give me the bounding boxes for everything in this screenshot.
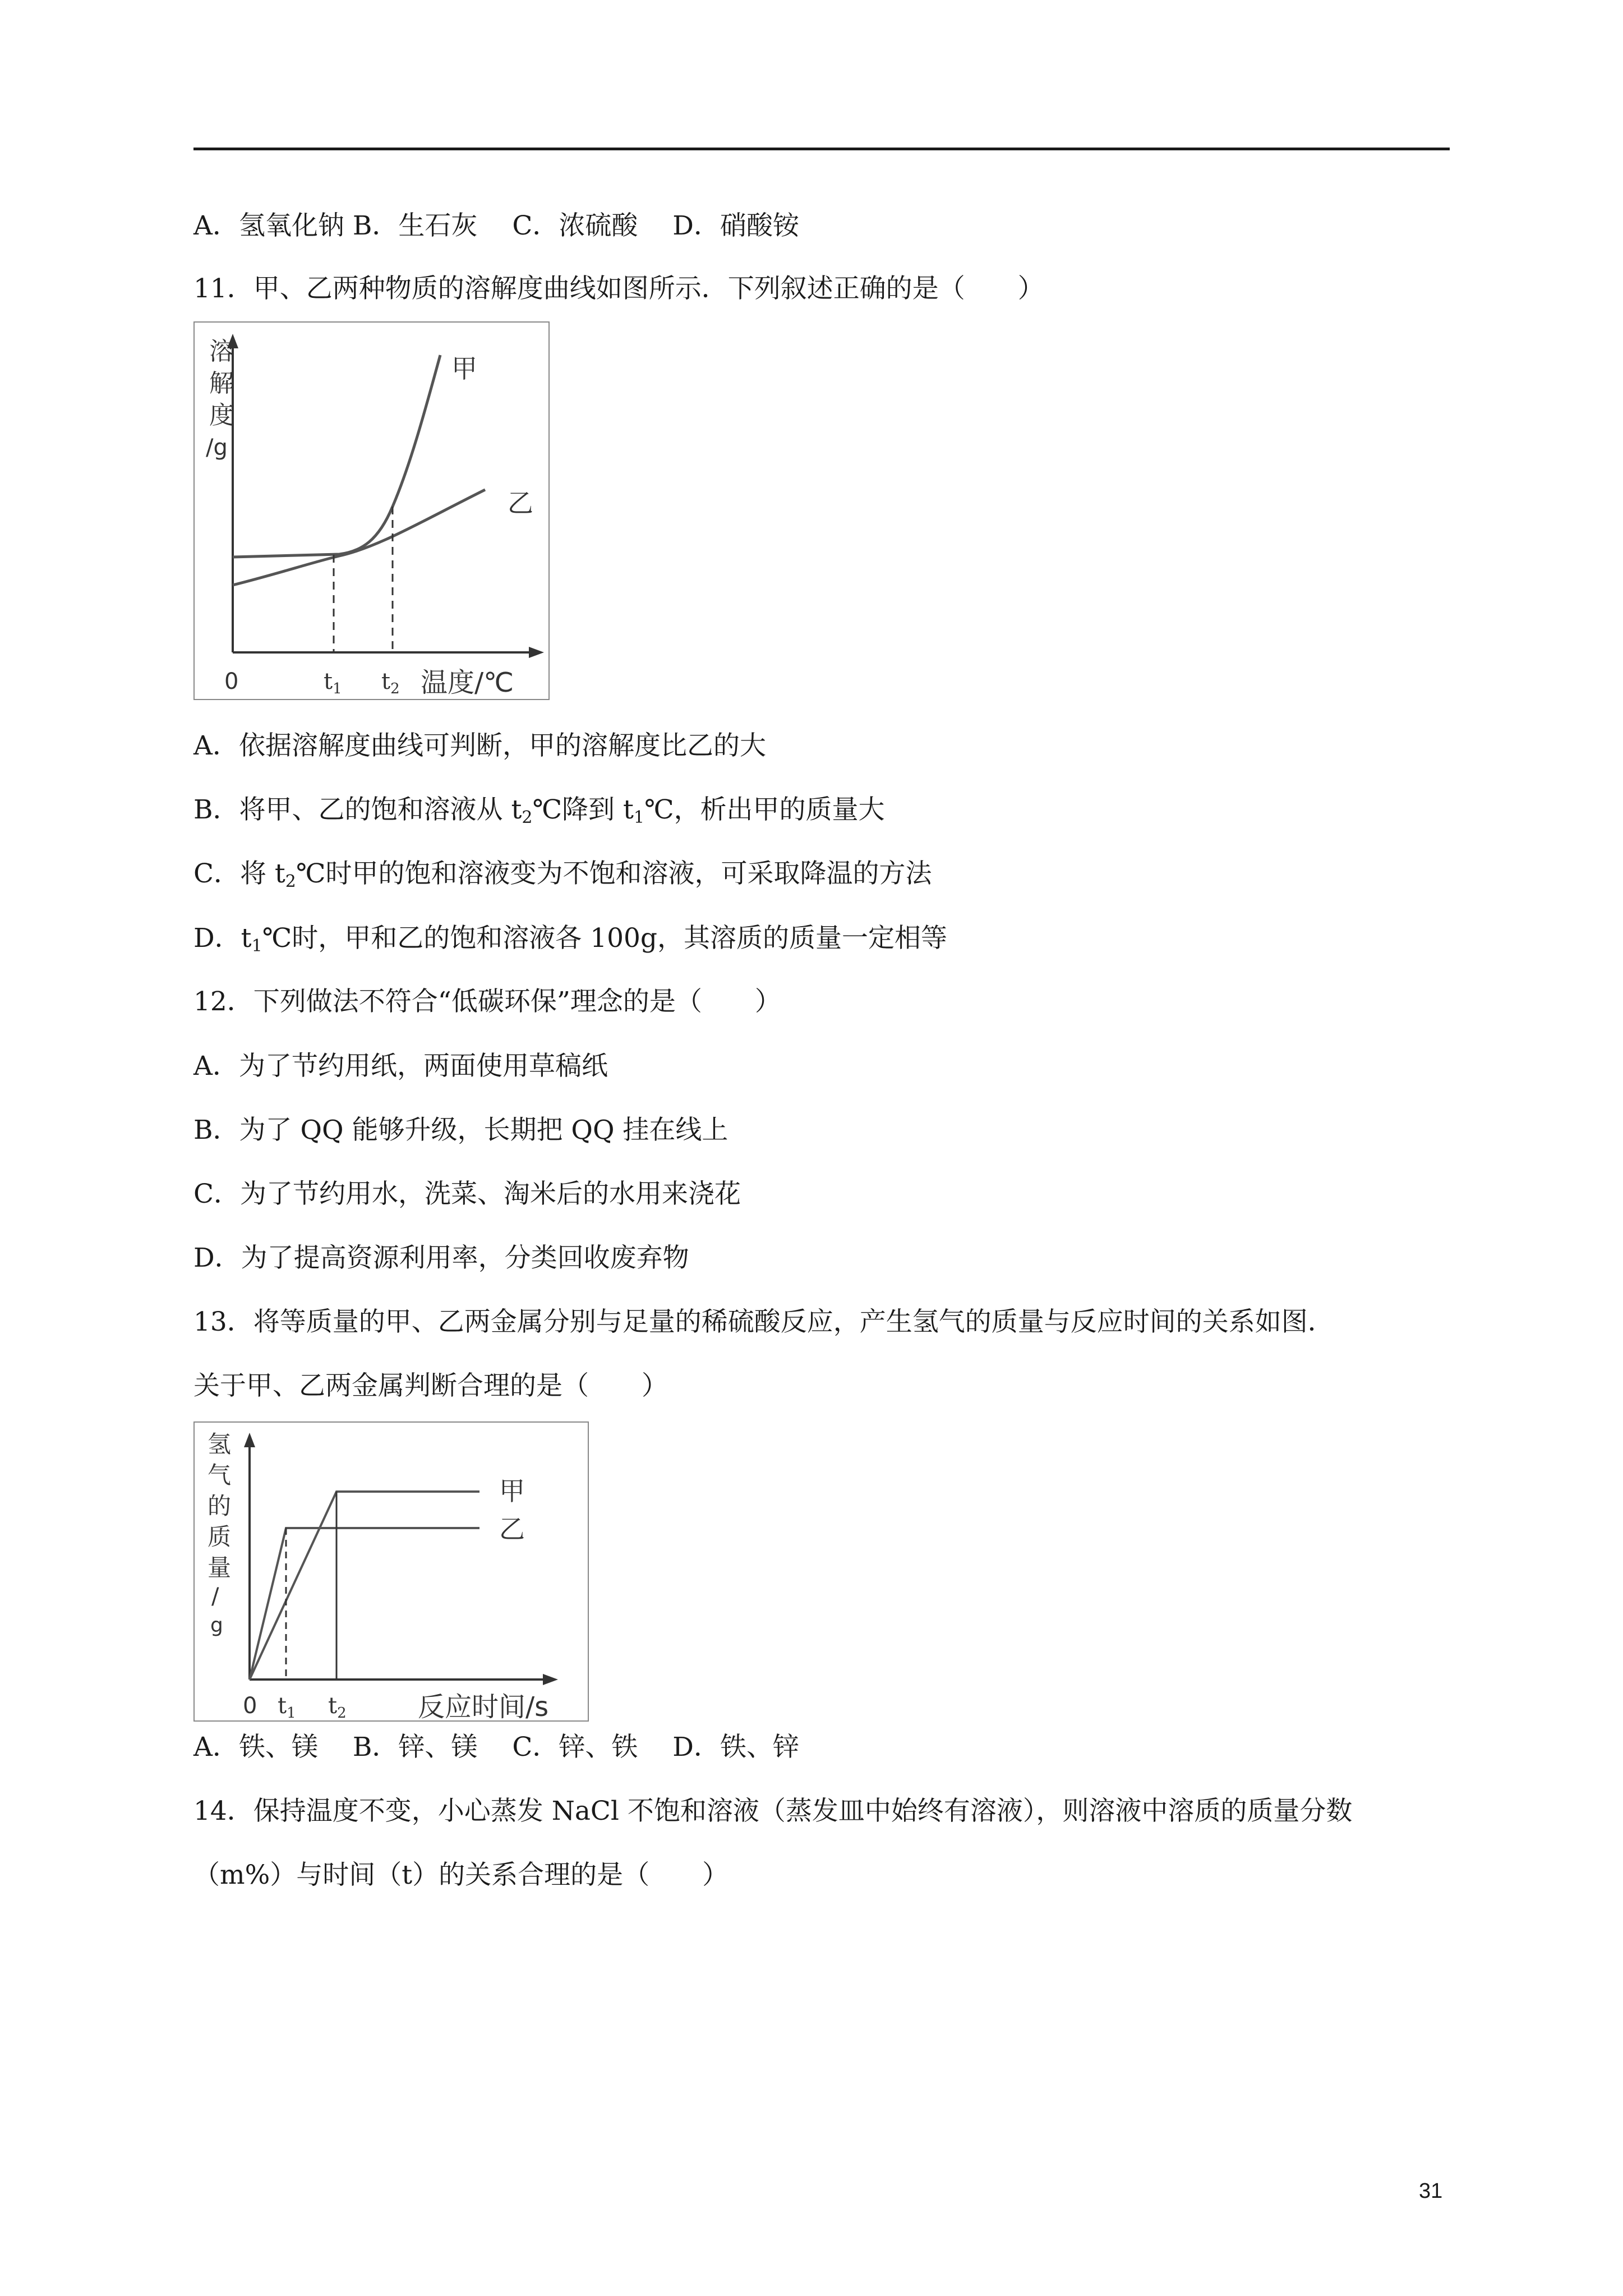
series-yi-curve xyxy=(233,490,485,585)
series-jia-line xyxy=(250,1492,479,1680)
x-axis-arrow xyxy=(529,647,544,658)
x-tick-t1: $t_1$ xyxy=(324,669,342,697)
x-tick-t2: $t_2$ xyxy=(328,1693,347,1722)
x-label: 反应时间/s xyxy=(418,1691,549,1722)
x-tick-0: 0 xyxy=(224,669,239,694)
q13-options: A．铁、镁 B．锌、镁 C．锌、铁 D．铁、锌 xyxy=(193,1732,799,1763)
q12-option-a: A．为了节约用纸，两面使用草稿纸 xyxy=(193,1051,608,1082)
y-label-3: 的 xyxy=(208,1492,232,1520)
q11-option-d: D．$t_1℃$时，甲和乙的饱和溶液各 100g，其溶质的质量一定相等 xyxy=(193,923,947,956)
x-tick-t1: $t_1$ xyxy=(278,1693,296,1722)
series-jia-label: 甲 xyxy=(499,1476,525,1506)
q14-stem-line-1: 14．保持温度不变，小心蒸发 NaCl 不饱和溶液（蒸发皿中始终有溶液），则溶液中溶质的质量分数 xyxy=(193,1796,1353,1826)
y-axis-arrow xyxy=(244,1433,255,1447)
y-label-3: 度 xyxy=(209,401,234,430)
q10-options: A．氢氧化钠 B．生石灰 C．浓硫酸 D．硝酸铵 xyxy=(193,210,799,241)
q12-option-c: C．为了节约用水，洗菜、淘米后的水用来浇花 xyxy=(193,1179,741,1209)
y-label-7: g xyxy=(210,1614,223,1637)
q11-option-b: B．将甲、乙的饱和溶液从 $t_2℃$降到 $t_1℃$，析出甲的质量大 xyxy=(193,794,885,827)
x-tick-0: 0 xyxy=(243,1693,257,1719)
q11-option-a: A．依据溶解度曲线可判断，甲的溶解度比乙的大 xyxy=(193,730,766,761)
q11-option-c: C．将 $t_2℃$时甲的饱和溶液变为不饱和溶液，可采取降温的方法 xyxy=(193,858,932,891)
q13-hydrogen-chart xyxy=(193,1421,589,1722)
y-label-2: 解 xyxy=(209,369,234,398)
y-label-4: /g xyxy=(206,435,228,461)
x-label: 温度/℃ xyxy=(421,667,514,698)
series-yi-label: 乙 xyxy=(499,1514,525,1544)
q12-stem: 12．下列做法不符合“低碳环保”理念的是（ ） xyxy=(193,986,781,1017)
series-jia-curve xyxy=(233,355,440,557)
y-label-2: 气 xyxy=(208,1461,232,1489)
page-number: 31 xyxy=(1419,2179,1443,2203)
y-label-5: 量 xyxy=(208,1554,232,1581)
header-rule xyxy=(193,148,1450,150)
q12-option-b: B．为了 QQ 能够升级，长期把 QQ 挂在线上 xyxy=(193,1115,728,1145)
q12-option-d: D．为了提高资源利用率，分类回收废弃物 xyxy=(193,1243,689,1273)
series-jia-label: 甲 xyxy=(451,353,477,384)
y-label-1: 溶 xyxy=(209,337,234,366)
x-axis-arrow xyxy=(543,1674,558,1685)
x-tick-t2: $t_2$ xyxy=(381,669,400,697)
q13-stem-line-2: 关于甲、乙两金属判断合理的是（ ） xyxy=(193,1370,668,1401)
q13-stem-line-1: 13．将等质量的甲、乙两金属分别与足量的稀硫酸反应，产生氢气的质量与反应时间的关系如图． xyxy=(193,1306,1334,1337)
q14-stem-line-2: （m%）与时间（t）的关系合理的是（ ） xyxy=(193,1860,729,1890)
y-label-1: 氢 xyxy=(208,1430,232,1458)
y-label-4: 质 xyxy=(208,1523,232,1550)
q11-stem: 11．甲、乙两种物质的溶解度曲线如图所示．下列叙述正确的是（ ） xyxy=(193,273,1044,304)
series-yi-label: 乙 xyxy=(508,488,533,518)
q11-solubility-chart xyxy=(193,321,550,700)
y-label-6: / xyxy=(211,1584,219,1609)
